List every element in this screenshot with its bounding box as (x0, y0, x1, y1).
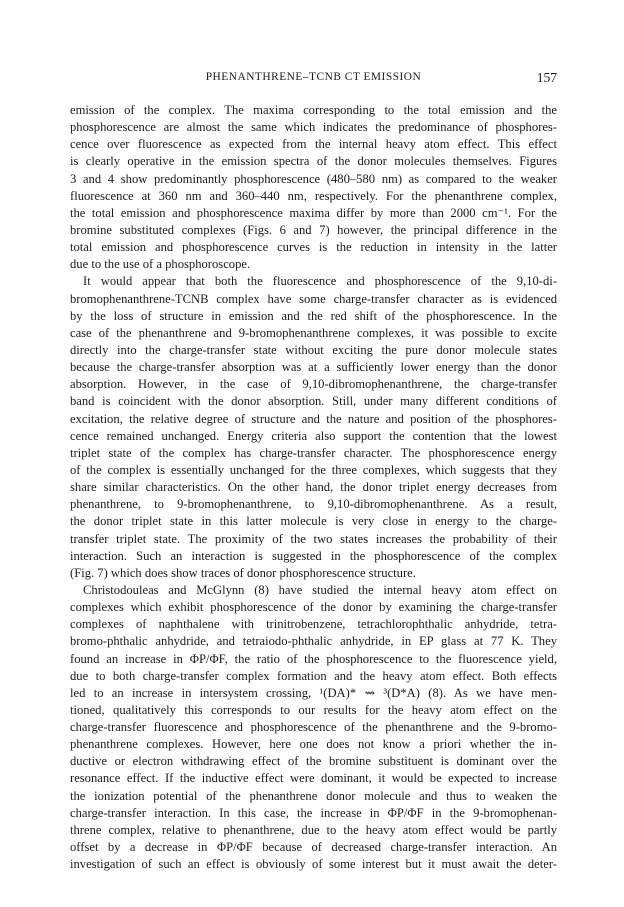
text-line: of the complex is essentially unchanged for the three complexes, which suggests that they (70, 462, 557, 477)
text-line: cence remained unchanged. Energy criteria also support the contention that the lowest (70, 428, 557, 443)
text-line: phenanthrene, to 9-bromophenanthrene, to 9,10-dibromophenanthrene. As a result, (70, 497, 557, 512)
text-line: charge-transfer fluorescence and phosphorescence of the phenanthrene and the 9-bromo- (70, 720, 557, 735)
text-line: due to both charge-transfer complex formation and the heavy atom effect. Both effects (70, 668, 557, 683)
text-line: led to an increase in intersystem crossing, ¹(DA)* ⇝ ³(D*A) (8). As we have men- (70, 685, 557, 700)
text-line: ductive or electron withdrawing effect of the bromine substituent is dominant over the (70, 754, 557, 769)
text-line: absorption. However, in the case of 9,10-dibromophenanthrene, the charge-transfer (70, 377, 557, 392)
text-line: complexes which exhibit phosphorescence of the donor by examining the charge-transfer (70, 600, 557, 615)
text-line: emission of the complex. The maxima corresponding to the total emission and the (70, 103, 557, 117)
page-number: 157 (536, 70, 557, 85)
text-line: charge-transfer interaction. In this case, the increase in ΦP/ΦF in the 9-bromophenan- (70, 805, 557, 820)
text-line: the ionization potential of the phenanthrene donor molecule and thus to weaken the (70, 788, 557, 803)
text-line: resonance effect. If the inductive effect were dominant, it would be expected to increase (70, 771, 557, 786)
text-line: bromine substituted complexes (Figs. 6 and 7) however, the principal difference in the (70, 222, 557, 237)
text-line: complexes of naphthalene with trinitrobenzene, tetrachlorophthalic anhydride, tetra- (70, 617, 557, 632)
page-header (70, 71, 557, 87)
text-line: the donor triplet state in this latter molecule is very close in energy to the charge- (70, 514, 557, 529)
text-line: by the loss of structure in emission and the red shift of the phosphorescence. In the (70, 308, 557, 323)
text-line: case of the phenanthrene and 9-bromophenanthrene complexes, it was possible to excite (70, 325, 557, 340)
text-line: tioned, qualitatively this corresponds to our results for the heavy atom effect on the (70, 702, 557, 717)
text-line: directly into the charge-transfer state without exciting the pure donor molecule states (70, 342, 557, 357)
text-line: bromophenanthrene-TCNB complex have some charge-transfer character as is evidenced (70, 291, 557, 306)
text-line: transfer triplet state. The proximity of the two states increases the probability of their (70, 531, 557, 546)
text-line: triplet state of the complex has charge-transfer character. The phosphorescence energy (70, 445, 557, 460)
text-line: found an increase in ΦP/ΦF, the ratio of the phosphorescence to the fluorescence yield, (70, 651, 557, 666)
text-line: is clearly operative in the emission spectra of the donor molecules themselves. Figures (70, 154, 557, 169)
text-line: 3 and 4 show predominantly phosphorescence (480–580 nm) as compared to the weaker (70, 171, 557, 186)
paragraph (70, 582, 557, 873)
text-line: threne complex, relative to phenanthrene, due to the heavy atom effect would be partly (70, 822, 557, 837)
text-line: bromo-phthalic anhydride, and tetraiodo-phthalic anhydride, in EP glass at 77 K. They (70, 634, 557, 649)
text-line: investigation of such an effect is obviously of some interest but it must await the deter- (70, 857, 557, 872)
text-line: because the charge-transfer absorption was at a sufficiently lower energy than the donor (70, 360, 557, 375)
text-line: share similar characteristics. On the other hand, the donor triplet energy decreases from (70, 480, 557, 495)
text-line: band is coincident with the donor absorption. Still, under many different conditions of (70, 394, 557, 409)
text-line: due to the use of a phosphoroscope. (70, 257, 251, 272)
text-line: Christodouleas and McGlynn (8) have studied the internal heavy atom effect on (83, 582, 557, 597)
text-line: total emission and phosphorescence curves is the reduction in intensity in the latter (70, 240, 557, 255)
text-line: It would appear that both the fluorescence and phosphorescence of the 9,10-di- (83, 274, 557, 289)
text-line: fluorescence at 360 nm and 360–440 nm, respectively. For the phenanthrene complex, (70, 188, 557, 203)
text-line: offset by a decrease in ΦP/ΦF because of decreased charge-transfer interaction. An (70, 840, 557, 855)
text-line: phosphorescence are almost the same which indicates the predominance of phosphores- (70, 120, 557, 135)
body-text (70, 102, 557, 873)
text-line: cence over fluorescence as expected from the internal heavy atom effect. This effect (70, 137, 557, 152)
running-title: PHENANTHRENE–TCNB CT EMISSION (205, 71, 422, 83)
text-line: interaction. Such an interaction is suggested in the phosphorescence of the complex (70, 548, 557, 563)
text-line: phenanthrene complexes. However, here one does not know a priori whether the in- (70, 737, 557, 752)
paragraph (70, 102, 557, 273)
paragraph (70, 273, 557, 582)
text-line: the total emission and phosphorescence maxima differ by more than 2000 cm⁻¹. For the (70, 205, 557, 220)
text-line: (Fig. 7) which does show traces of donor phosphorescence structure. (70, 565, 416, 580)
text-line: excitation, the relative degree of structure and the nature and position of the phosphores- (70, 411, 557, 426)
